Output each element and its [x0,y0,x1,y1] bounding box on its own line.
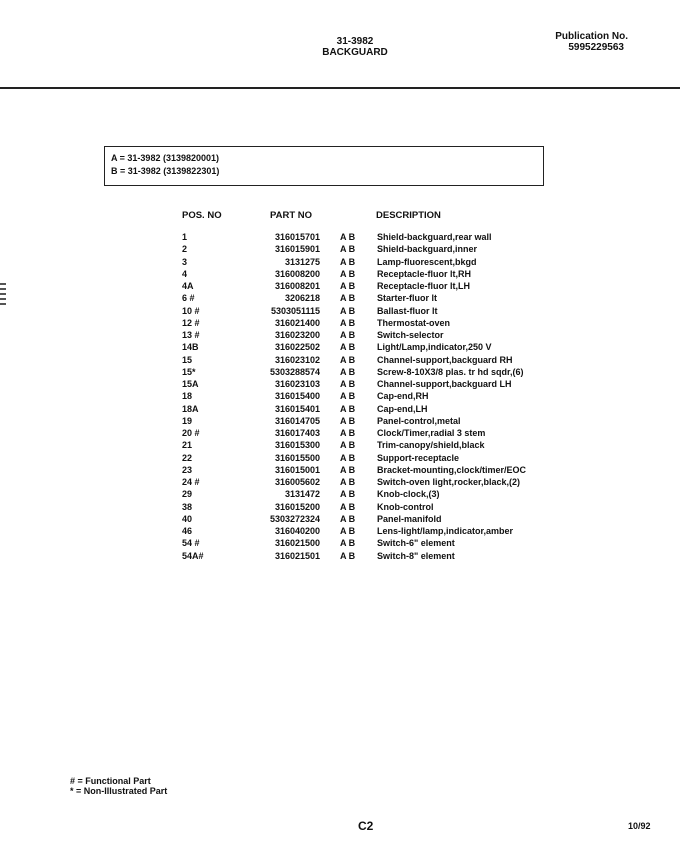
description: Lens-light/lamp,indicator,amber [377,526,514,536]
description: Channel-support,backguard LH [377,379,512,389]
applicability: A B [340,452,356,463]
part-no: 316023103 [274,379,320,389]
part-no: 3131472 [284,489,320,500]
parts-row [0,341,680,354]
pos-no: 21 [182,440,193,451]
column-header-description: DESCRIPTION [376,210,441,221]
part-no: 316015701 [274,232,320,242]
part-no: 3131275 [284,256,320,267]
description: Panel-manifold [377,513,442,524]
non-illustrated-note: * = Non-Illustrated Part [70,786,168,796]
parts-row [0,231,680,244]
parts-row [0,354,680,367]
pos-no: 54 # [182,538,200,549]
part-no: 316023102 [274,354,320,365]
applicability: A B [340,256,356,267]
pos-no: 20 # [182,428,200,438]
column-header-pos: POS. NO [182,210,222,221]
parts-row [0,488,680,501]
pos-no: 6 # [182,293,195,304]
description: Knob-clock,(3) [377,489,440,500]
applicability: A B [340,317,356,328]
publication-label: Publication No. [555,31,628,42]
description: Support-receptacle [377,452,460,463]
description: Shield-backguard,inner [377,244,478,255]
description: Thermostat-oven [377,317,451,328]
pos-no: 29 [182,489,193,500]
part-no: 316021501 [274,550,320,561]
part-no: 316017403 [274,428,320,438]
parts-row [0,403,680,416]
pos-no: 15 [182,354,193,365]
parts-row [0,256,680,269]
description: Screw-8-10X3/8 plas. tr hd sqdr,(6) [377,366,524,377]
part-no: 316040200 [274,526,320,536]
parts-row [0,329,680,342]
part-no: 316021500 [274,538,320,549]
part-no: 316008201 [274,281,320,291]
description: Starter-fluor lt [377,293,438,304]
pos-no: 1 [182,232,188,242]
description: Receptacle-fluor lt,LH [377,281,471,291]
pos-no: 3 [182,256,188,267]
description: Lamp-fluorescent,bkgd [377,256,477,267]
part-no: 5303051115 [270,305,320,316]
pos-no: 2 [182,244,188,255]
description: Ballast-fluor lt [377,305,438,316]
functional-part-note: # = Functional Part [70,776,151,786]
description: Receptacle-fluor lt,RH [377,268,472,279]
part-no: 316015300 [274,440,320,451]
parts-row [0,243,680,256]
part-no: 316021400 [274,317,320,328]
pos-no: 38 [182,501,193,512]
parts-row [0,280,680,293]
pos-no: 54A# [182,550,204,561]
part-no: 316015001 [274,464,320,475]
header-divider [0,87,680,89]
parts-row [0,268,680,281]
parts-row [0,439,680,452]
parts-row [0,292,680,305]
pos-no: 18 [182,391,193,402]
applicability: A B [340,232,356,242]
description: Switch-8" element [377,550,455,561]
pos-no: 12 # [182,317,200,328]
pos-no: 10 # [182,305,200,316]
description: Cap-end,LH [377,403,428,414]
applicability: A B [340,538,356,549]
parts-row [0,305,680,318]
pos-no: 19 [182,415,193,426]
applicability: A B [340,440,356,451]
parts-row [0,537,680,550]
part-no: 316008200 [274,268,320,279]
pos-no: 46 [182,526,193,536]
applicability: A B [340,354,356,365]
pos-no: 24 # [182,477,200,487]
model-legend-box [104,146,544,186]
part-no: 316005602 [274,477,320,487]
pos-no: 15A [182,379,199,389]
part-no: 3206218 [284,293,320,304]
applicability: A B [340,366,356,377]
description: Channel-support,backguard RH [377,354,513,365]
part-no: 316015500 [274,452,320,463]
pos-no: 22 [182,452,193,463]
revision-date: 10/92 [628,821,651,831]
page-title: BACKGUARD [322,47,388,58]
applicability: A B [340,477,356,487]
description: Shield-backguard,rear wall [377,232,492,242]
pos-no: 18A [182,403,199,414]
applicability: A B [340,391,356,402]
applicability: A B [340,464,356,475]
parts-row [0,525,680,538]
pos-no: 40 [182,513,193,524]
description: Bracket-mounting,clock/timer/EOC [377,464,527,475]
pos-no: 4A [182,281,194,291]
applicability: A B [340,268,356,279]
pos-no: 14B [182,342,199,353]
parts-row [0,550,680,563]
parts-row [0,378,680,391]
column-header-part: PART NO [270,210,313,221]
parts-row [0,415,680,428]
parts-row [0,452,680,465]
model-number: 31-3982 [336,36,374,47]
description: Clock/Timer,radial 3 stem [377,428,486,438]
applicability: A B [340,379,356,389]
description: Panel-control,metal [377,415,461,426]
applicability: A B [340,244,356,255]
description: Light/Lamp,indicator,250 V [377,342,492,353]
applicability: A B [340,550,356,561]
pos-no: 13 # [182,330,200,340]
parts-row [0,366,680,379]
parts-row [0,513,680,526]
applicability: A B [340,415,356,426]
applicability: A B [340,489,356,500]
applicability: A B [340,305,356,316]
applicability: A B [340,501,356,512]
pos-no: 4 [182,268,188,279]
pos-no: 15* [182,366,196,377]
applicability: A B [340,403,356,414]
parts-row [0,464,680,477]
description: Switch-selector [377,330,444,340]
part-no: 316015901 [274,244,320,255]
part-no: 316015401 [274,403,320,414]
part-no: 316015200 [274,501,320,512]
applicability: A B [340,342,356,353]
applicability: A B [340,428,356,438]
parts-row [0,476,680,489]
description: Switch-6" element [377,538,455,549]
description: Trim-canopy/shield,black [377,440,485,451]
pos-no: 23 [182,464,193,475]
part-no: 316015400 [274,391,320,402]
part-no: 5303272324 [269,513,320,524]
applicability: A B [340,513,356,524]
parts-row [0,427,680,440]
applicability: A B [340,293,356,304]
description: Switch-oven light,rocker,black,(2) [377,477,521,487]
publication-number: 5995229563 [568,42,624,53]
parts-row [0,390,680,403]
legend-line-a: A = 31-3982 (3139820001) [111,153,219,163]
parts-row [0,317,680,330]
part-no: 5303288574 [269,366,320,377]
parts-row [0,501,680,514]
applicability: A B [340,281,356,291]
description: Cap-end,RH [377,391,429,402]
page-number: C2 [358,819,374,833]
description: Knob-control [377,501,434,512]
part-no: 316023200 [274,330,320,340]
applicability: A B [340,330,356,340]
part-no: 316022502 [274,342,320,353]
applicability: A B [340,526,356,536]
legend-line-b: B = 31-3982 (3139822301) [111,166,220,176]
part-no: 316014705 [274,415,320,426]
